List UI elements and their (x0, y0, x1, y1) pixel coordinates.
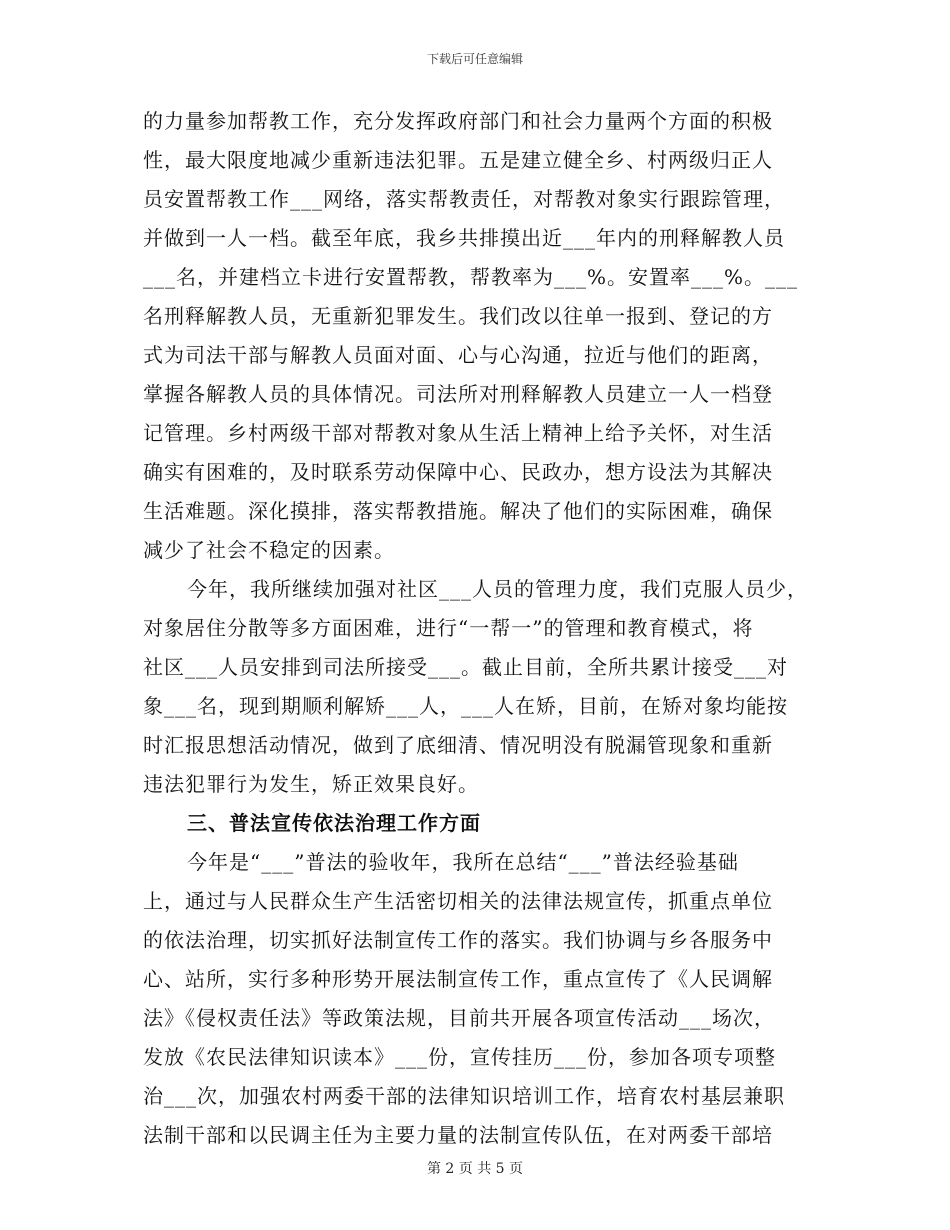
text-line: 发放《农民法律知识读本》___份，宣传挂历___份，参加各项专项整 (143, 1045, 776, 1069)
section-heading: 三、普法宣传依法治理工作方面 (187, 811, 481, 835)
document-body (143, 102, 808, 1155)
text-line: 式为司法干部与解教人员面对面、心与心沟通，拉近与他们的距离， (143, 343, 773, 367)
text-line: 心、站所，实行多种形势开展法制宣传工作，重点宣传了《人民调解 (143, 967, 773, 991)
text-line: 社区___人员安排到司法所接受___。截止目前，全所共累计接受___对 (143, 655, 788, 679)
text-line: 违法犯罪行为发生，矫正效果良好。 (143, 772, 479, 796)
text-line: 象___名，现到期顺利解矫___人，___人在矫，目前，在矫对象均能按 (143, 694, 788, 718)
text-line: 掌握各解教人员的具体情况。司法所对刑释解教人员建立一人一档登 (143, 382, 773, 406)
paragraph-start-line: 今年是“___”普法的验收年，我所在总结“___”普法经验基础 (187, 850, 739, 874)
page-header: 下载后可任意编辑 (426, 52, 523, 66)
text-line: ___名，并建档立卡进行安置帮教，帮教率为___%。安置率___%。___ (143, 265, 799, 289)
text-line: 的力量参加帮教工作，充分发挥政府部门和社会力量两个方面的积极 (143, 109, 773, 133)
paragraph-start-line: 今年，我所继续加强对社区___人员的管理力度，我们克服人员少， (187, 577, 808, 601)
text-line: 法》《侵权责任法》等政策法规，目前共开展各项宣传活动___场次， (143, 1006, 775, 1030)
text-line: 上，通过与人民群众生产生活密切相关的法律法规宣传，抓重点单位 (143, 889, 773, 913)
text-line: 记管理。乡村两级干部对帮教对象从生活上精神上给予关怀，对生活 (143, 421, 773, 445)
text-line: 减少了社会不稳定的因素。 (143, 538, 395, 562)
text-line: 性，最大限度地减少重新违法犯罪。五是建立健全乡、村两级归正人 (143, 148, 773, 172)
text-line: 确实有困难的，及时联系劳动保障中心、民政办，想方设法为其解决 (143, 460, 773, 484)
page-footer: 第 2 页 共 5 页 (426, 1161, 524, 1177)
text-line: 的依法治理，切实抓好法制宣传工作的落实。我们协调与乡各服务中 (143, 928, 773, 952)
text-line: 时汇报思想活动情况，做到了底细清、情况明没有脱漏管现象和重新 (143, 733, 773, 757)
text-line: 生活难题。深化摸排，落实帮教措施。解决了他们的实际困难，确保 (143, 499, 773, 523)
text-line: 并做到一人一档。截至年底，我乡共排摸出近___年内的刑释解教人员 (143, 226, 785, 250)
text-line: 对象居住分散等多方面困难，进行“一帮一”的管理和教育模式，将 (143, 616, 754, 640)
text-line: 员安置帮教工作___网络，落实帮教责任，对帮教对象实行跟踪管理， (143, 187, 785, 211)
text-line: 法制干部和以民调主任为主要力量的法制宣传队伍，在对两委干部培 (143, 1123, 773, 1147)
text-line: 治___次，加强农村两委干部的法律知识培训工作，培育农村基层兼职 (143, 1084, 785, 1108)
text-line: 名刑释解教人员，无重新犯罪发生。我们改以往单一报到、登记的方 (143, 304, 773, 328)
